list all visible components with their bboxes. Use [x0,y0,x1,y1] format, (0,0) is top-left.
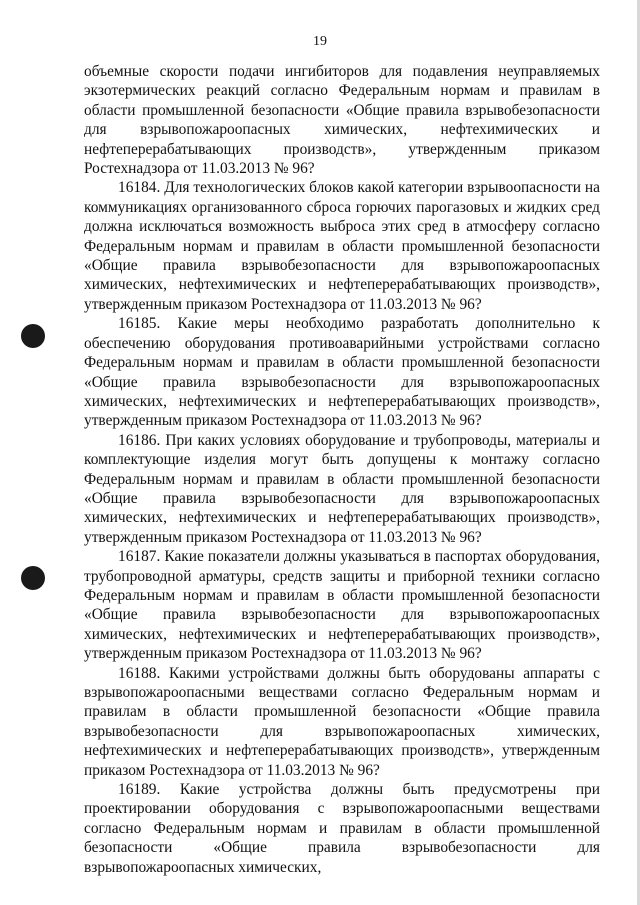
punch-hole-mark [21,566,45,590]
question-16186: 16186. При каких условиях оборудование и трубопроводы, материалы и комплектующие изделия могут быть допущены к монтажу согласно Федеральным нормам и правилам в области промышленной безопасности «Общие правила взрывобезопасности для взрывопожароопасных химических, нефтехимических и нефтеперерабатывающих производств», утвержденным приказом Ростехнадзора от 11.03.2013 № 96? [84,431,600,546]
document-body [84,62,600,877]
question-16185: 16185. Какие меры необходимо разработать дополнительно к обеспечению оборудования противоаварийными устройствами согласно Федеральным нормам и правилам в области промышленной безопасности «Общие правила взрывобезопасности для взрывопожароопасных химических, нефтехимических и нефтеперерабатывающих производств», утвержденным приказом Ростехнадзора от 11.03.2013 № 96? [84,315,600,430]
question-16188: 16188. Какими устройствами должны быть оборудованы аппараты с взрывопожароопасными веществами согласно Федеральным нормам и правилам в области промышленной безопасности «Общие правила взрывобезопасности для взрывопожароопасных химических, нефтехимических и нефтеперерабатывающих производств», утвержденным приказом Ростехнадзора от 11.03.2013 № 96? [84,664,600,779]
question-16184: 16184. Для технологических блоков какой категории взрывоопасности на коммуникациях организованного сброса горючих парогазовых и жидких сред должна исключаться возможность выброса этих сред в атмосферу согласно Федеральным нормам и правилам в области промышленной безопасности «Общие правила взрывобезопасности для взрывопожароопасных химических, нефтехимических и нефтеперерабатывающих производств», утвержденным приказом Ростехнадзора от 11.03.2013 № 96? [84,179,600,313]
question-16187: 16187. Какие показатели должны указываться в паспортах оборудования, трубопроводной арматуры, средств защиты и приборной техники согласно Федеральным нормам и правилам в области промышленной безопасности «Общие правила взрывобезопасности для взрывопожароопасных химических, нефтехимических и нефтеперерабатывающих производств», утвержденным приказом Ростехнадзора от 11.03.2013 № 96? [84,548,600,663]
punch-hole-mark [21,324,45,348]
page-number: 19 [313,34,327,49]
paragraph-continuation: объемные скорости подачи ингибиторов для подавления неуправляемых экзотермических реакций согласно Федеральным нормам и правилам в области промышленной безопасности «Общие правила взрывобезопасности для взрывопожароопасных химических, нефтехимических и нефтеперерабатывающих производств», утвержденным приказом Ростехнадзора от 11.03.2013 № 96? [84,63,600,178]
question-16189: 16189. Какие устройства должны быть предусмотрены при проектировании оборудования с взрывопожароопасными веществами согласно Федеральным нормам и правилам в области промышленной безопасности «Общие правила взрывобезопасности для взрывопожароопасных химических, [84,781,600,876]
